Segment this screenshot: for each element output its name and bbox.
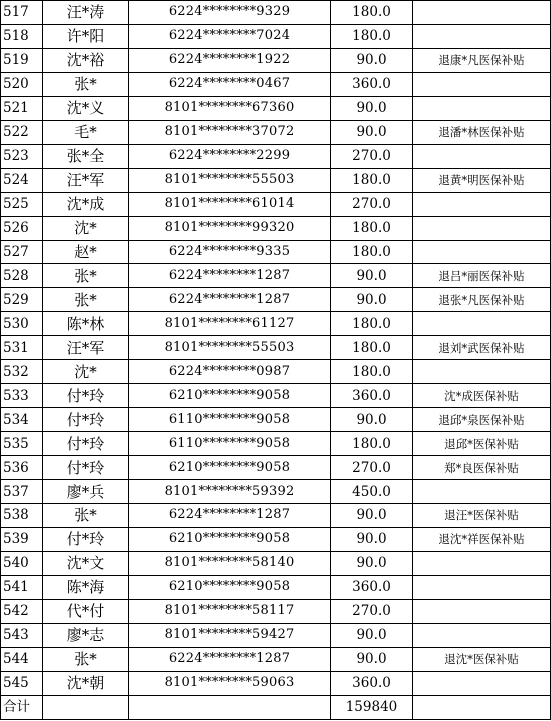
total-row: [1, 695, 551, 719]
row-index-cell: 542: [1, 599, 43, 623]
note-cell: 退刘*武医保补贴: [413, 336, 551, 360]
table-row: [1, 288, 551, 312]
note-cell: 退吕*丽医保补贴: [413, 264, 551, 288]
amount-cell: 180.0: [331, 24, 413, 48]
row-index-cell: 533: [1, 384, 43, 408]
amount-cell: 270.0: [331, 144, 413, 168]
name-cell: 代*付: [43, 599, 129, 623]
note-cell: [413, 144, 551, 168]
account-cell: 8101********59392: [129, 480, 331, 504]
account-cell: 6224********1287: [129, 288, 331, 312]
note-cell: [413, 192, 551, 216]
account-cell: 8101********37072: [129, 120, 331, 144]
name-cell: 廖*志: [43, 623, 129, 647]
row-index-cell: 544: [1, 647, 43, 671]
row-index-cell: 528: [1, 264, 43, 288]
amount-cell: 180.0: [331, 336, 413, 360]
name-cell: 沈*: [43, 216, 129, 240]
row-index-cell: 517: [1, 1, 43, 25]
total-name-cell: [43, 695, 129, 719]
note-cell: 退张*凡医保补贴: [413, 288, 551, 312]
table-row: [1, 575, 551, 599]
row-index-cell: 532: [1, 360, 43, 384]
total-label: 合计: [1, 695, 43, 719]
table-row: [1, 336, 551, 360]
note-cell: 退黄*明医保补贴: [413, 168, 551, 192]
account-cell: 6224********1922: [129, 48, 331, 72]
table-row: [1, 360, 551, 384]
table-body: [1, 1, 551, 720]
row-index-cell: 541: [1, 575, 43, 599]
name-cell: 廖*兵: [43, 480, 129, 504]
table-row: [1, 384, 551, 408]
note-cell: [413, 599, 551, 623]
account-cell: 6224********1287: [129, 647, 331, 671]
account-cell: 6224********2299: [129, 144, 331, 168]
table-row: [1, 623, 551, 647]
table-row: [1, 24, 551, 48]
amount-cell: 360.0: [331, 575, 413, 599]
amount-cell: 270.0: [331, 599, 413, 623]
table-row: [1, 671, 551, 695]
row-index-cell: 536: [1, 456, 43, 480]
account-cell: 8101********67360: [129, 96, 331, 120]
table-row: [1, 480, 551, 504]
account-cell: 8101********55503: [129, 168, 331, 192]
name-cell: 付*玲: [43, 432, 129, 456]
table-row: [1, 312, 551, 336]
account-cell: 6224********1287: [129, 264, 331, 288]
row-index-cell: 521: [1, 96, 43, 120]
name-cell: 付*玲: [43, 456, 129, 480]
account-cell: 8101********99320: [129, 216, 331, 240]
note-cell: [413, 480, 551, 504]
name-cell: 许*阳: [43, 24, 129, 48]
amount-cell: 90.0: [331, 288, 413, 312]
name-cell: 汪*军: [43, 168, 129, 192]
note-cell: 退邱*医保补贴: [413, 432, 551, 456]
account-cell: 8101********59063: [129, 671, 331, 695]
amount-cell: 90.0: [331, 120, 413, 144]
name-cell: 沈*成: [43, 192, 129, 216]
row-index-cell: 535: [1, 432, 43, 456]
note-cell: [413, 216, 551, 240]
amount-cell: 90.0: [331, 264, 413, 288]
row-index-cell: 522: [1, 120, 43, 144]
amount-cell: 180.0: [331, 432, 413, 456]
row-index-cell: 537: [1, 480, 43, 504]
account-cell: 8101********61127: [129, 312, 331, 336]
amount-cell: 90.0: [331, 551, 413, 575]
note-cell: 退康*凡医保补贴: [413, 48, 551, 72]
table-row: [1, 504, 551, 528]
amount-cell: 90.0: [331, 647, 413, 671]
note-cell: [413, 575, 551, 599]
row-index-cell: 519: [1, 48, 43, 72]
name-cell: 张*全: [43, 144, 129, 168]
note-cell: [413, 1, 551, 25]
name-cell: 沈*义: [43, 96, 129, 120]
name-cell: 付*玲: [43, 384, 129, 408]
row-index-cell: 545: [1, 671, 43, 695]
table-row: [1, 647, 551, 671]
row-index-cell: 525: [1, 192, 43, 216]
table-row: [1, 240, 551, 264]
name-cell: 沈*裕: [43, 48, 129, 72]
amount-cell: 360.0: [331, 671, 413, 695]
account-cell: 8101********58140: [129, 551, 331, 575]
table-row: [1, 599, 551, 623]
amount-cell: 90.0: [331, 96, 413, 120]
amount-cell: 360.0: [331, 72, 413, 96]
name-cell: 汪*军: [43, 336, 129, 360]
table-row: [1, 527, 551, 551]
note-cell: [413, 24, 551, 48]
note-cell: [413, 360, 551, 384]
row-index-cell: 539: [1, 527, 43, 551]
account-cell: 8101********59427: [129, 623, 331, 647]
note-cell: [413, 551, 551, 575]
row-index-cell: 543: [1, 623, 43, 647]
name-cell: 汪*涛: [43, 1, 129, 25]
table-row: [1, 72, 551, 96]
name-cell: 张*: [43, 264, 129, 288]
amount-cell: 270.0: [331, 456, 413, 480]
table-row: [1, 1, 551, 25]
account-cell: 6110********9058: [129, 432, 331, 456]
account-cell: 6224********7024: [129, 24, 331, 48]
name-cell: 张*: [43, 72, 129, 96]
row-index-cell: 538: [1, 504, 43, 528]
table-row: [1, 144, 551, 168]
name-cell: 沈*朝: [43, 671, 129, 695]
account-cell: 6210********9058: [129, 384, 331, 408]
total-account-cell: [129, 695, 331, 719]
amount-cell: 180.0: [331, 168, 413, 192]
total-amount: 159840: [331, 695, 413, 719]
row-index-cell: 530: [1, 312, 43, 336]
name-cell: 毛*: [43, 120, 129, 144]
name-cell: 赵*: [43, 240, 129, 264]
name-cell: 沈*: [43, 360, 129, 384]
note-cell: 沈*成医保补贴: [413, 384, 551, 408]
amount-cell: 180.0: [331, 240, 413, 264]
note-cell: [413, 671, 551, 695]
row-index-cell: 524: [1, 168, 43, 192]
amount-cell: 90.0: [331, 623, 413, 647]
name-cell: 张*: [43, 504, 129, 528]
account-cell: 6224********9329: [129, 1, 331, 25]
note-cell: [413, 96, 551, 120]
table-row: [1, 120, 551, 144]
amount-cell: 360.0: [331, 384, 413, 408]
row-index-cell: 526: [1, 216, 43, 240]
table-row: [1, 192, 551, 216]
row-index-cell: 520: [1, 72, 43, 96]
name-cell: 陈*林: [43, 312, 129, 336]
name-cell: 陈*海: [43, 575, 129, 599]
note-cell: 退邱*泉医保补贴: [413, 408, 551, 432]
note-cell: [413, 312, 551, 336]
row-index-cell: 527: [1, 240, 43, 264]
note-cell: [413, 623, 551, 647]
account-cell: 6210********9058: [129, 527, 331, 551]
table-row: [1, 432, 551, 456]
total-note-cell: [413, 695, 551, 719]
table-row: [1, 264, 551, 288]
table-row: [1, 551, 551, 575]
amount-cell: 90.0: [331, 408, 413, 432]
amount-cell: 90.0: [331, 504, 413, 528]
account-cell: 6210********9058: [129, 456, 331, 480]
note-cell: [413, 240, 551, 264]
amount-cell: 180.0: [331, 312, 413, 336]
row-index-cell: 540: [1, 551, 43, 575]
row-index-cell: 529: [1, 288, 43, 312]
row-index-cell: 531: [1, 336, 43, 360]
account-cell: 6110********9058: [129, 408, 331, 432]
name-cell: 张*: [43, 288, 129, 312]
note-cell: [413, 72, 551, 96]
table-row: [1, 168, 551, 192]
account-cell: 6210********9058: [129, 575, 331, 599]
name-cell: 张*: [43, 647, 129, 671]
amount-cell: 180.0: [331, 1, 413, 25]
name-cell: 付*玲: [43, 408, 129, 432]
table-row: [1, 408, 551, 432]
amount-cell: 270.0: [331, 192, 413, 216]
table-row: [1, 48, 551, 72]
account-cell: 8101********58117: [129, 599, 331, 623]
note-cell: 退沈*医保补贴: [413, 647, 551, 671]
note-cell: 退汪*医保补贴: [413, 504, 551, 528]
account-cell: 8101********61014: [129, 192, 331, 216]
row-index-cell: 518: [1, 24, 43, 48]
account-cell: 6224********1287: [129, 504, 331, 528]
table-row: [1, 216, 551, 240]
note-cell: 退沈*祥医保补贴: [413, 527, 551, 551]
name-cell: 沈*文: [43, 551, 129, 575]
amount-cell: 90.0: [331, 48, 413, 72]
note-cell: 退潘*林医保补贴: [413, 120, 551, 144]
table-row: [1, 456, 551, 480]
account-cell: 6224********0467: [129, 72, 331, 96]
account-cell: 6224********9335: [129, 240, 331, 264]
name-cell: 付*玲: [43, 527, 129, 551]
row-index-cell: 534: [1, 408, 43, 432]
account-cell: 6224********0987: [129, 360, 331, 384]
row-index-cell: 523: [1, 144, 43, 168]
amount-cell: 180.0: [331, 216, 413, 240]
account-cell: 8101********55503: [129, 336, 331, 360]
table-row: [1, 96, 551, 120]
amount-cell: 450.0: [331, 480, 413, 504]
amount-cell: 90.0: [331, 527, 413, 551]
amount-cell: 180.0: [331, 360, 413, 384]
note-cell: 郑*良医保补贴: [413, 456, 551, 480]
